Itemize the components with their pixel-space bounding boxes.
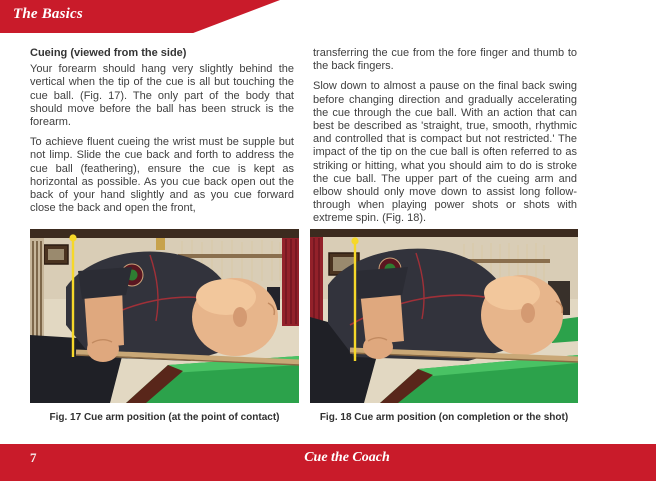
figure-17-photo (30, 229, 299, 403)
footer-band (0, 444, 656, 481)
left-paragraph-1: Your forearm should hang very slightly behind the vertical when the tip of the cue is all but touching the cue ball. (Fig. 17). The only part of the body that should move before the ball has been struck is the forearm. (30, 63, 294, 129)
right-paragraph-1: transferring the cue from the fore finger and thumb to the back fingers. (313, 47, 577, 73)
page-number: 7 (30, 450, 37, 465)
cueing-heading: Cueing (viewed from the side) (30, 47, 187, 59)
right-paragraph-2: Slow down to almost a pause on the final back swing before changing direction and gradually accelerating the cue through the cue ball. With an action that can best be described as 'straight, true, smooth, rhythmic and controlled that is compact but not restricted.' The impact of the tip on the cue ball is often referred to as striking or hitting, what you should aim to do is stroke the cue ball. The upper part of the cueing arm and elbow should only move down to assist long follow-through when playing power shots or shots with extreme spin. (Fig. 18). (313, 80, 577, 225)
book-title: Cue the Coach (304, 450, 390, 465)
snooker-player-on-completion-illustration (310, 229, 578, 403)
figure-17-caption: Fig. 17 Cue arm position (at the point of contact) (49, 412, 280, 423)
section-title: The Basics (13, 6, 83, 22)
figure-18-photo (310, 229, 578, 403)
snooker-player-at-contact-illustration (30, 229, 299, 403)
figure-18-caption: Fig. 18 Cue arm position (on completion or the shot) (319, 412, 569, 423)
left-column (30, 47, 294, 222)
left-paragraph-2: To achieve fluent cueing the wrist must be supple but not limp. Slide the cue back and forth to address the cue ball (feathering), ensure the cue is kept as horizontal as possible. As you cue back open out the back of your hand slightly and as you cue forward close the back and open the front, (30, 136, 294, 215)
right-column (313, 47, 577, 233)
